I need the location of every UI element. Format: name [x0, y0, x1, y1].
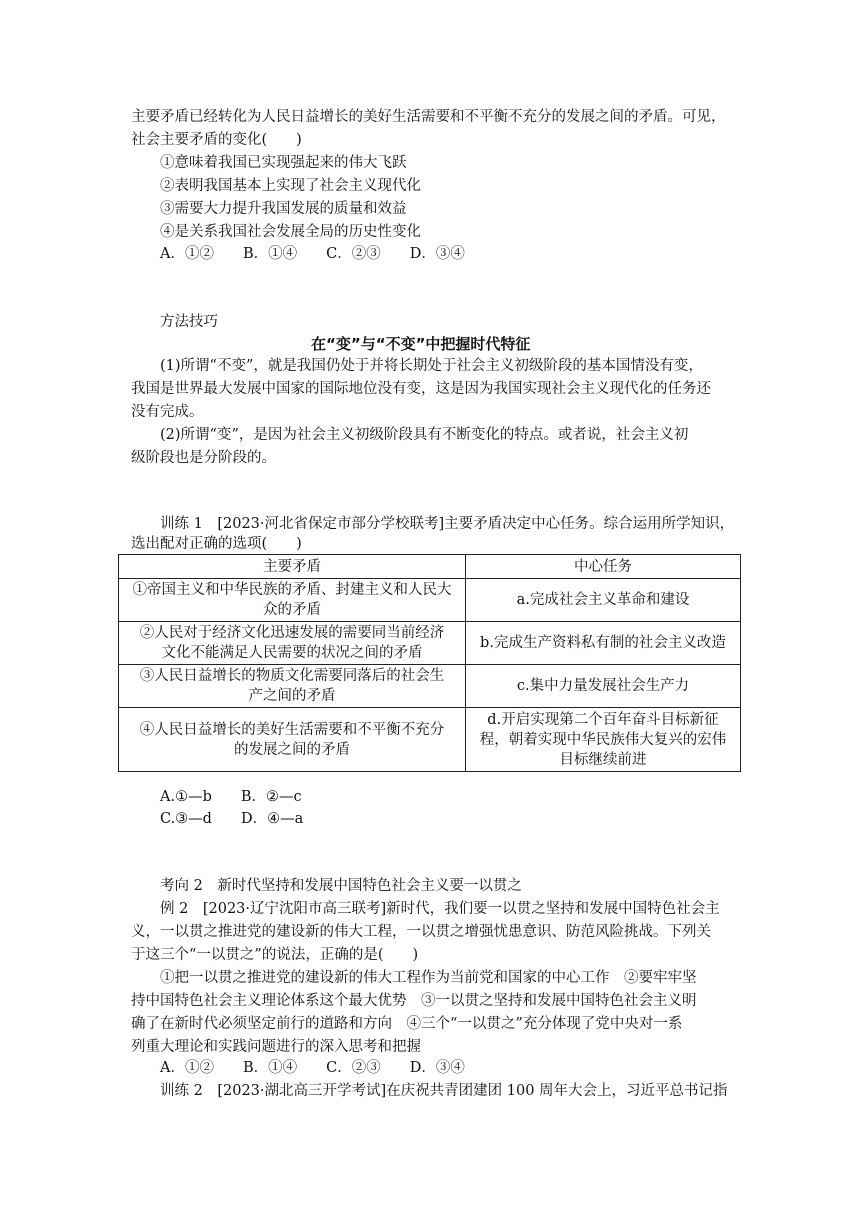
cell-line: d.开启实现第二个百年奋斗目标新征: [487, 711, 719, 728]
option-item: ①意味着我国已实现强起来的伟大飞跃: [160, 155, 407, 171]
table-cell: [466, 579, 741, 622]
example-line: 列重大理论和实践问题进行的深入思考和把握: [131, 1039, 421, 1055]
paragraph-line: 没有完成。: [131, 404, 204, 420]
option-item: ③需要大力提升我国发展的质量和效益: [160, 201, 407, 217]
option-item: ④是关系我国社会发展全局的历史性变化: [160, 224, 421, 240]
example-line: ①把一以贯之推进党的建设新的伟大工程作为当前党和国家的中心工作 ②要牢牢坚: [160, 970, 697, 986]
table-row: [119, 579, 741, 622]
question-stem-line: 社会主要矛盾的变化( ): [131, 132, 302, 148]
exercise-stem-line: 选出配对正确的选项( ): [131, 536, 302, 552]
table-row: [119, 708, 741, 772]
example-line: 义，一以贯之推进党的建设新的伟大工程，一以贯之增强忧患意识、防范风险挑战。下列关: [131, 924, 711, 940]
cell-line: 程，朝着实现中华民族伟大复兴的宏伟: [479, 731, 727, 748]
example-line: 持中国特色社会主义理论体系这个最大优势 ③一以贯之坚持和发展中国特色社会主义明: [131, 993, 697, 1009]
exercise-stem-line: 训练 2 [2023·湖北高三开学考试]在庆祝共青团建团 100 周年大会上，习近平总书记指: [160, 1083, 728, 1099]
answer-choices: A．①② B．①④ C．②③ D．③④: [160, 1060, 465, 1076]
table-cell: [119, 579, 466, 622]
section-heading: 方法技巧: [160, 314, 218, 330]
column-header: 主要矛盾: [119, 555, 466, 579]
paragraph-line: 我国是世界最大发展中国家的国际地位没有变，这是因为我国实现社会主义现代化的任务还: [131, 381, 711, 397]
paragraph-line: (1)所谓“不变”，就是我国仍处于并将长期处于社会主义初级阶段的基本国情没有变，: [160, 358, 703, 374]
cell-line: a.完成社会主义革命和建设: [516, 592, 690, 608]
answer-choices: C.③—d D．④—a: [160, 811, 304, 827]
cell-line: c.集中力量发展社会生产力: [516, 678, 690, 694]
column-header: 中心任务: [466, 555, 741, 579]
cell-line: 文化不能满足人民需要的状况之间的矛盾: [161, 645, 423, 661]
cell-line: 目标继续前进: [559, 751, 647, 768]
example-line: 例 2 [2023·辽宁沈阳市高三联考]新时代，我们要一以贯之坚持和发展中国特色社会主: [160, 901, 720, 917]
cell-line: 的发展之间的矛盾: [234, 741, 350, 758]
answer-choices: A.①—b B．②—c: [160, 789, 302, 805]
matching-table: [118, 554, 741, 772]
answer-choices: A．①② B．①④ C．②③ D．③④: [160, 246, 465, 262]
cell-line: ②人民对于经济文化迅速发展的需要同当前经济: [139, 625, 445, 641]
table-cell: [466, 622, 741, 665]
question-stem-line: 主要矛盾已经转化为人民日益增长的美好生活需要和不平衡不充分的发展之间的矛盾。可见，: [131, 109, 726, 125]
table-row: [119, 622, 741, 665]
table-header-row: [119, 555, 741, 579]
table-cell: [466, 708, 741, 772]
paragraph-line: 级阶段也是分阶段的。: [131, 450, 276, 466]
cell-line: ④人民日益增长的美好生活需要和不平衡不充分: [139, 721, 445, 738]
section-heading: 考向 2 新时代坚持和发展中国特色社会主义要一以贯之: [160, 878, 522, 894]
table-cell: [466, 665, 741, 708]
cell-line: 产之间的矛盾: [248, 688, 336, 704]
cell-line: 众的矛盾: [263, 602, 321, 618]
exercise-stem-line: 训练 1 [2023·河北省保定市部分学校联考]主要矛盾决定中心任务。综合运用所学知识，: [160, 516, 735, 532]
example-line: 于这三个“一以贯之”的说法，正确的是( ): [131, 947, 419, 963]
cell-line: ①帝国主义和中华民族的矛盾、封建主义和人民大: [132, 582, 452, 598]
example-line: 确了在新时代必须坚定前行的道路和方向 ④三个“一以贯之”充分体现了党中央对一系: [131, 1016, 683, 1032]
table-cell: [119, 665, 466, 708]
cell-line: ③人民日益增长的物质文化需要同落后的社会生: [139, 668, 445, 684]
table-row: [119, 665, 741, 708]
method-title: 在“变”与“不变”中把握时代特征: [311, 335, 531, 353]
table-cell: [119, 708, 466, 772]
table-cell: [119, 622, 466, 665]
paragraph-line: (2)所谓“变”，是因为社会主义初级阶段具有不断变化的特点。或者说，社会主义初: [160, 427, 689, 443]
cell-line: b.完成生产资料私有制的社会主义改造: [480, 635, 726, 651]
option-item: ②表明我国基本上实现了社会主义现代化: [160, 178, 421, 194]
